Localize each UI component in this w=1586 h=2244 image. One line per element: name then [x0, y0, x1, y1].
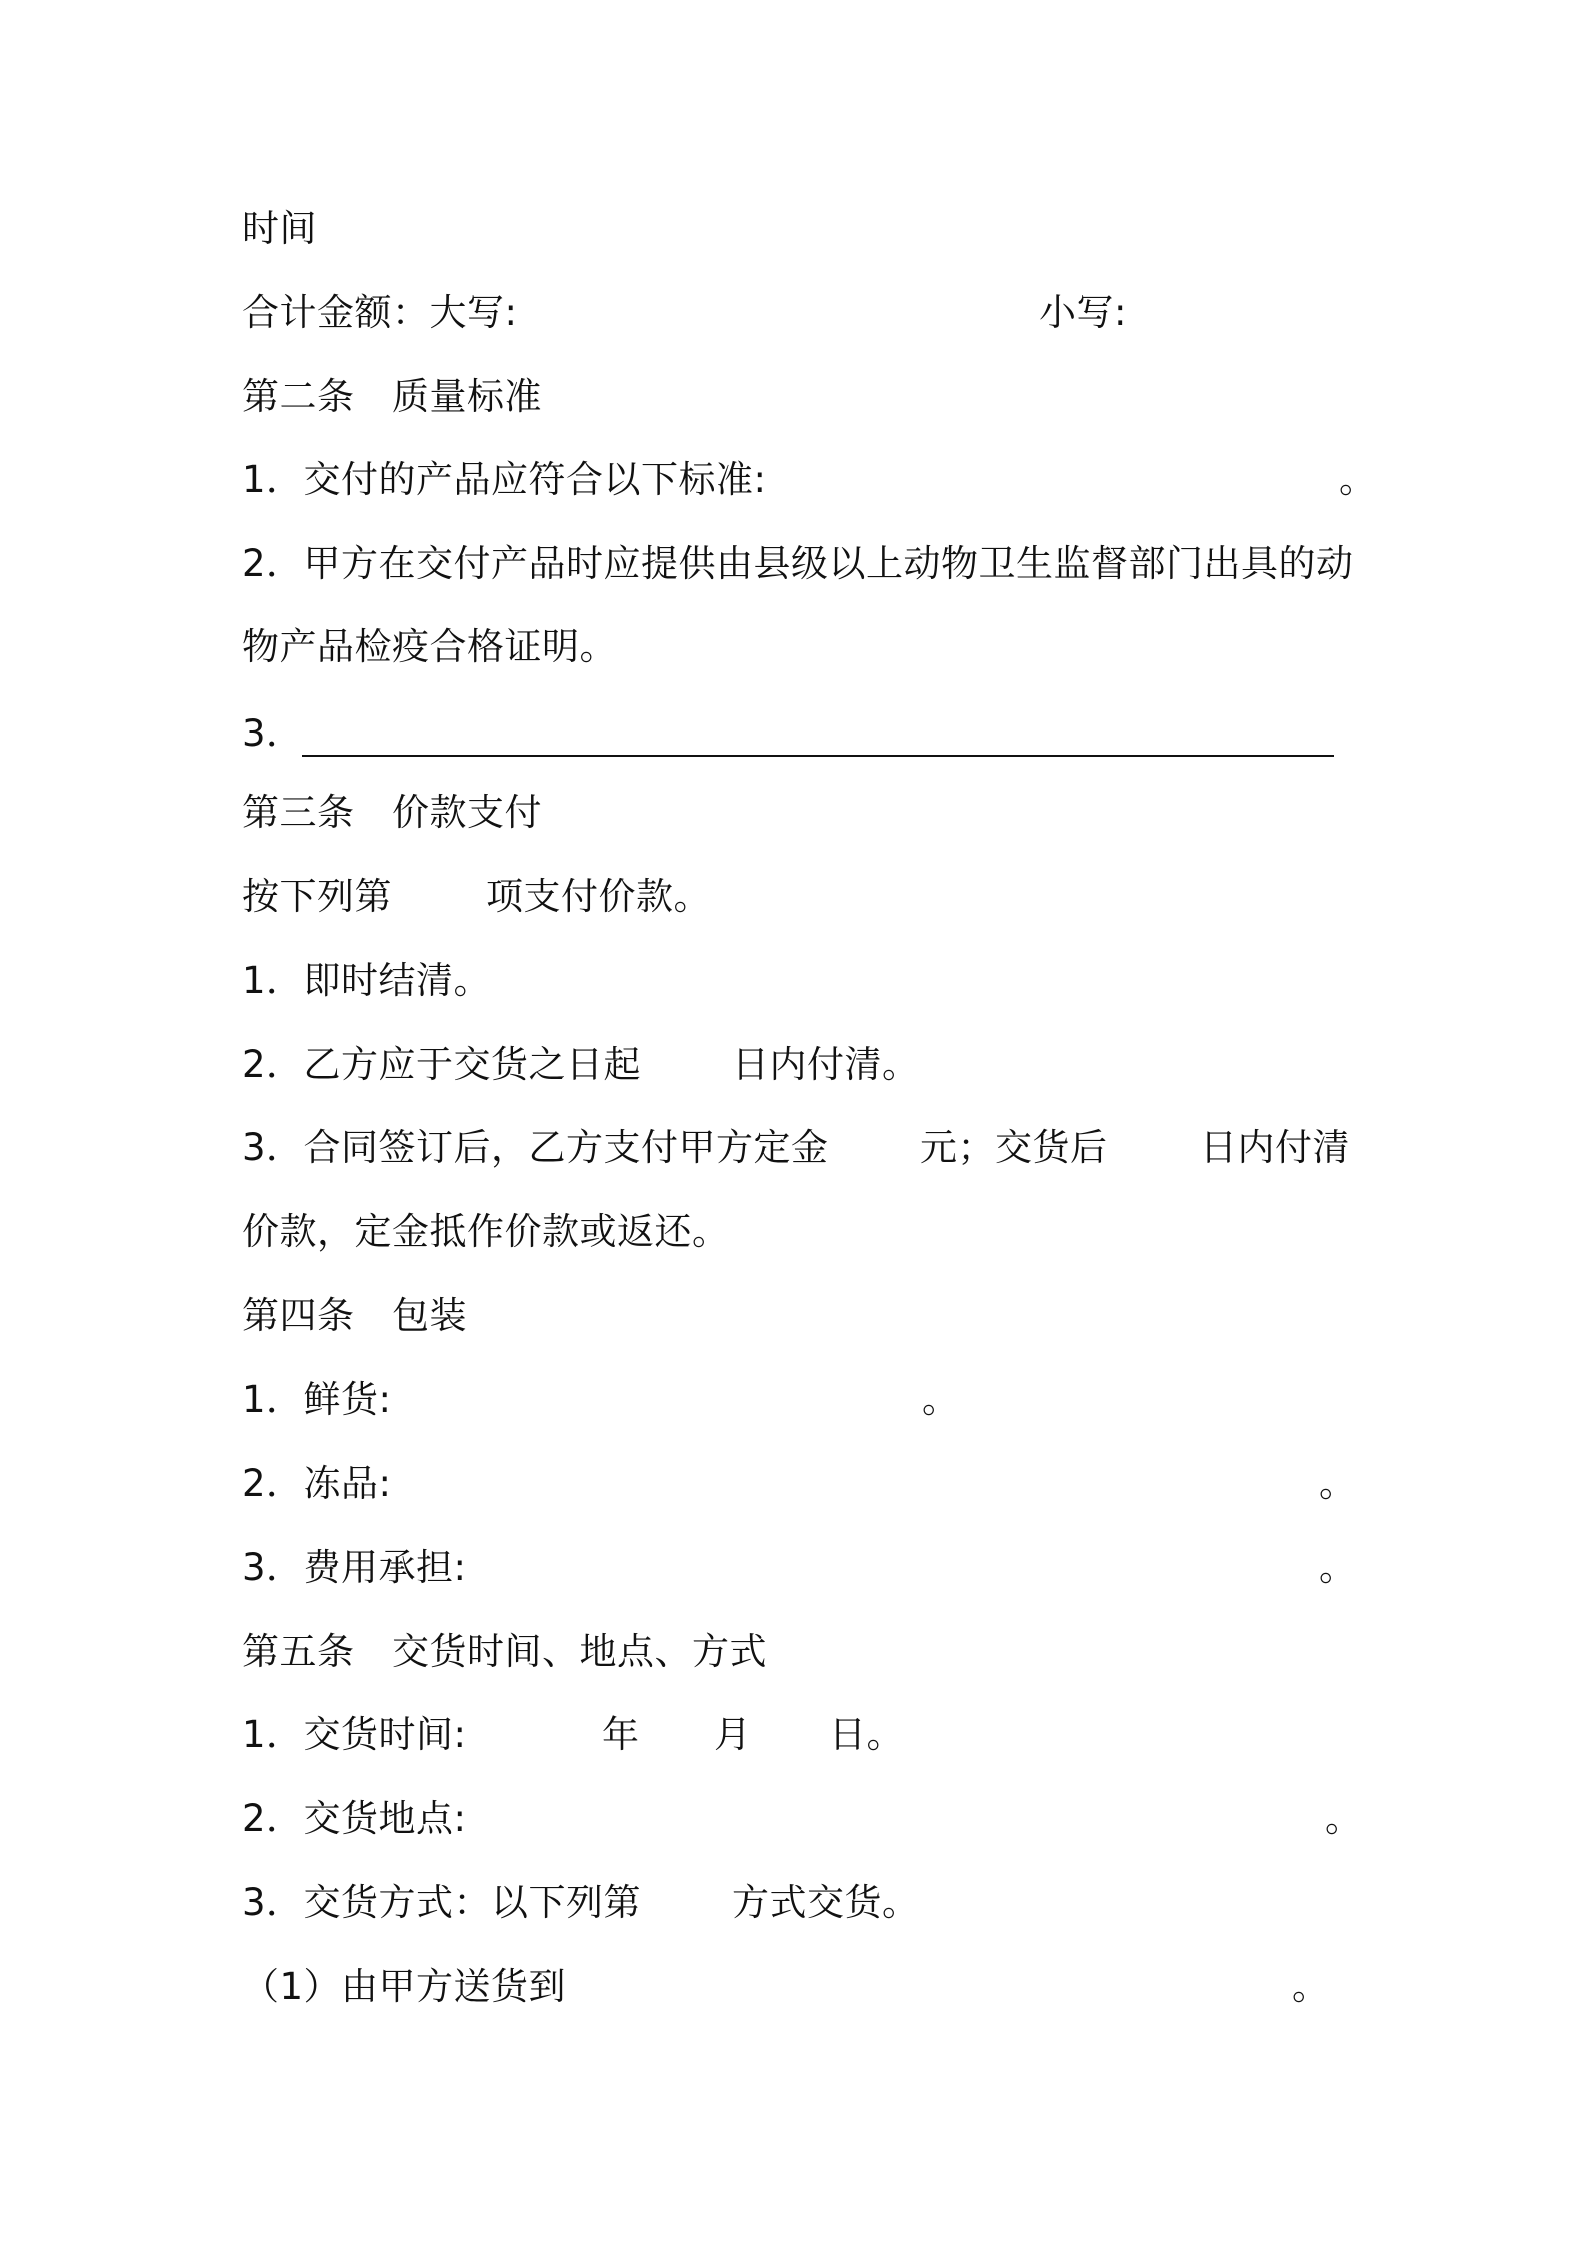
article-3-item-3-text-d: 价款，定金抵作价款或返还。: [242, 1210, 730, 1253]
article-5-item-1-day: 日。: [829, 1713, 904, 1756]
total-amount-line: [242, 290, 1127, 336]
article-5-item-1-year: 年: [602, 1713, 640, 1756]
article-5-item-3-text-b: 方式交货。: [732, 1881, 920, 1924]
article-2-item-2-line-1: [242, 541, 1354, 587]
article-4-item-3-text: 3．费用承担:: [242, 1546, 467, 1589]
article-2-title: [242, 374, 542, 420]
article-2-item-3-blank-line: [302, 755, 1334, 757]
article-5-item-3-sub-1-text: （1）由甲方送货到: [242, 1965, 567, 2008]
article-3-intro-text-b: 项支付价款。: [486, 875, 711, 918]
article-3-item-2: [242, 1042, 920, 1088]
time-label-line: [242, 206, 317, 252]
article-5-item-2-period: 。: [1325, 1797, 1363, 1840]
article-2-item-2-line-2: [242, 624, 617, 670]
article-5-item-1-text: 1．交货时间:: [242, 1713, 467, 1756]
article-4-item-2: [242, 1461, 1357, 1507]
article-3-intro-text-a: 按下列第: [242, 875, 392, 918]
article-5-item-3-text-a: 3．交货方式：以下列第: [242, 1881, 642, 1924]
total-amount-lowercase-label: 小写:: [1039, 291, 1127, 334]
article-5-item-2: [242, 1796, 1363, 1842]
article-4-item-1-period: 。: [922, 1378, 960, 1421]
article-5-item-3: [242, 1880, 920, 1926]
article-2-item-2-text-b: 物产品检疫合格证明。: [242, 625, 617, 668]
article-2-item-1-text: 1．交付的产品应符合以下标准:: [242, 458, 767, 501]
article-2-item-2-text-a: 2．甲方在交付产品时应提供由县级以上动物卫生监督部门出具的动: [242, 542, 1354, 585]
article-3-item-2-text-b: 日内付清。: [732, 1043, 920, 1086]
article-3-item-1: [242, 958, 492, 1004]
article-3-item-3-line-1: [242, 1125, 1350, 1171]
article-4-item-1-text: 1．鲜货:: [242, 1378, 392, 1421]
article-5-heading: 第五条 交货时间、地点、方式: [242, 1630, 767, 1673]
time-label: 时间: [242, 207, 317, 250]
article-2-item-3: [242, 711, 304, 757]
article-5-item-1-month: 月: [714, 1713, 752, 1756]
article-5-title: [242, 1629, 767, 1675]
article-2-heading: 第二条 质量标准: [242, 375, 542, 418]
article-5-item-3-sub-1: [242, 1964, 1330, 2010]
article-4-item-3-period: 。: [1319, 1546, 1357, 1589]
article-3-item-1-text: 1．即时结清。: [242, 959, 492, 1002]
article-3-item-3-text-a: 3．合同签订后，乙方支付甲方定金: [242, 1126, 829, 1169]
total-amount-uppercase-label: 合计金额：大写:: [242, 291, 518, 334]
article-4-item-3: [242, 1545, 1357, 1591]
article-3-item-3-text-b: 元；交货后: [920, 1126, 1108, 1169]
article-2-item-3-number: 3．: [242, 712, 304, 755]
article-4-item-2-period: 。: [1319, 1462, 1357, 1505]
article-3-heading: 第三条 价款支付: [242, 791, 542, 834]
article-4-item-2-text: 2．冻品:: [242, 1462, 392, 1505]
article-4-heading: 第四条 包装: [242, 1294, 467, 1337]
article-3-item-3-line-2: [242, 1209, 730, 1255]
article-4-item-1: [242, 1377, 960, 1423]
article-3-item-3-text-c: 日内付清: [1200, 1126, 1350, 1169]
article-5-item-3-sub-1-period: 。: [1292, 1965, 1330, 2008]
article-4-title: [242, 1293, 467, 1339]
article-5-item-2-text: 2．交货地点:: [242, 1797, 467, 1840]
article-5-item-1: [242, 1712, 904, 1758]
article-3-title: [242, 790, 542, 836]
article-2-item-1: [242, 457, 1377, 503]
article-3-intro: [242, 874, 711, 920]
article-3-item-2-text-a: 2．乙方应于交货之日起: [242, 1043, 642, 1086]
article-2-item-1-period: 。: [1339, 458, 1377, 501]
